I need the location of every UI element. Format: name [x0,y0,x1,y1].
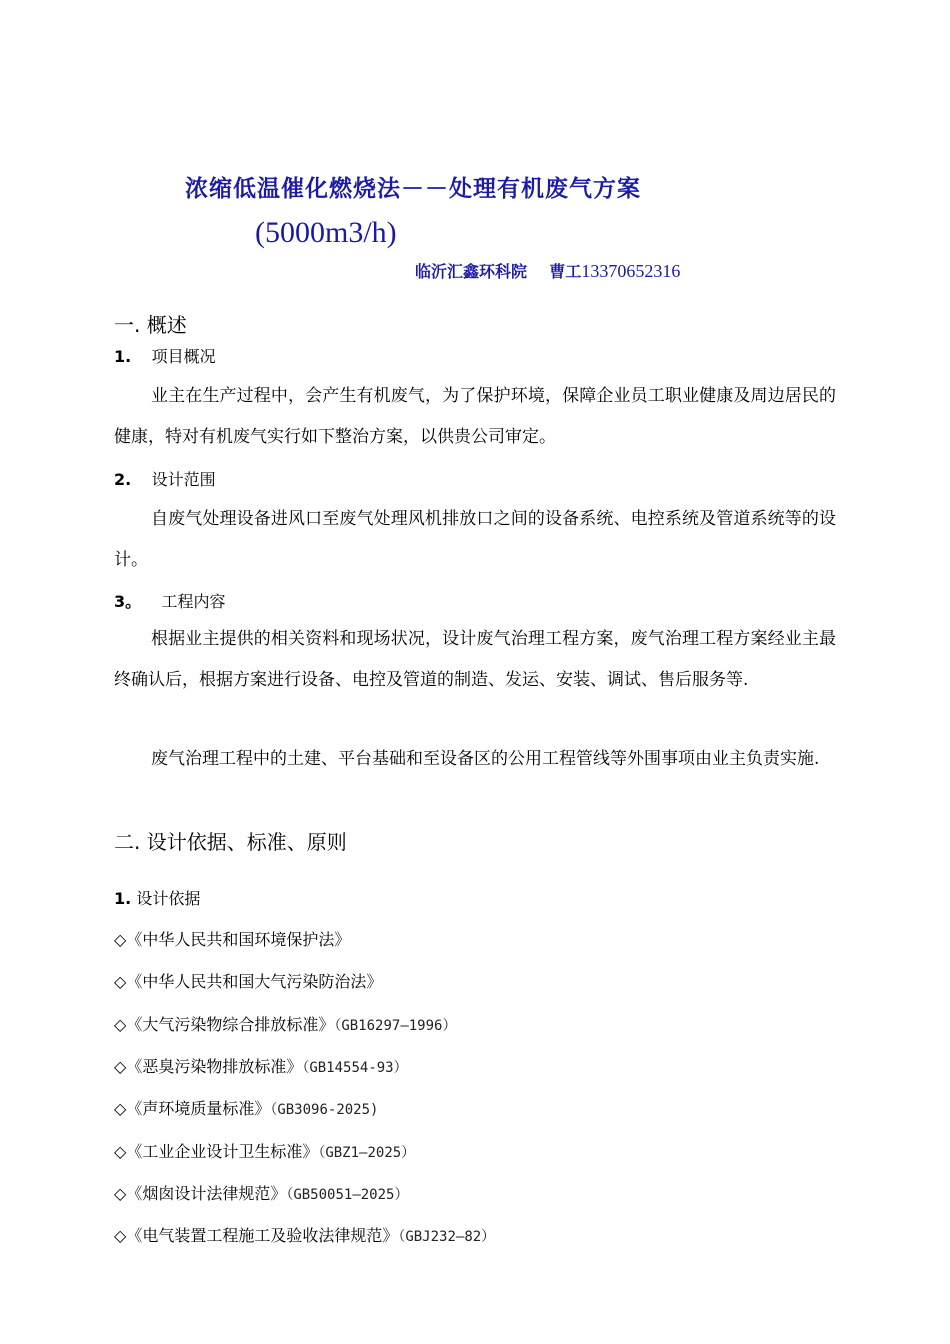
list-item [114,1139,415,1162]
diamond-bullet-icon: ◇ [114,930,127,949]
sub1-title: 项目概况 [151,347,216,366]
list-item [114,927,350,950]
author-org: 临沂汇鑫环科院 [415,262,528,281]
author-phone: 13370652316 [581,261,681,281]
sub1-number: 1. [114,347,132,366]
diamond-bullet-icon: ◇ [114,1141,127,1161]
sub3-paragraph-2: 废气治理工程中的土建、平台基础和至设备区的公用工程管线等外围事项由业主负责实施. [151,749,820,769]
standard-name: 《大气污染物综合排放标准》 [126,1014,335,1034]
list-item [114,1223,495,1246]
author-line [415,259,680,282]
section1-sub1-heading [114,344,216,367]
standard-code: （GB14554-93） [302,1059,408,1076]
standard-name: 《电气装置工程施工及验收法律规范》 [126,1226,399,1246]
standard-name: 《烟囱设计法律规范》 [126,1183,287,1203]
diamond-bullet-icon: ◇ [114,972,127,992]
standard-name: 《中华人民共和国环境保护法》 [126,930,351,949]
standard-code: （GB3096-2025) [270,1102,379,1119]
sub2-paragraph: 自废气处理设备进风口至废气处理风机排放口之间的设备系统、电控系统及管道系统等的设计。 [114,509,836,570]
diamond-bullet-icon: ◇ [114,1014,127,1034]
document-subtitle: (5000m3/h) [255,216,397,249]
sub3-number: 3。 [114,592,142,611]
standard-code: （GBJ232—82） [398,1229,496,1246]
section1-heading: 一. 概述 [114,313,187,337]
standard-name: 《声环境质量标准》 [126,1099,271,1119]
sub2-title: 设计范围 [151,470,216,489]
s2-sub1-title: 设计依据 [136,889,201,908]
document-title: 浓缩低温催化燃烧法－－处理有机废气方案 [185,176,641,202]
section2-sub1-heading [114,886,200,909]
section2-heading: 二. 设计依据、标准、原则 [114,830,347,854]
section1-sub2-heading [114,467,216,490]
standard-name: 《中华人民共和国大气污染防治法》 [126,972,383,992]
list-item [114,1096,378,1119]
list-item [114,1181,408,1204]
diamond-bullet-icon: ◇ [114,1226,127,1246]
sub3-paragraph-1: 根据业主提供的相关资料和现场状况，设计废气治理工程方案，废气治理工程方案经业主最终确认后，根据方案进行设备、电控及管道的制造、发运、安装、调试、售后服务等. [114,629,836,690]
list-item [114,969,382,992]
diamond-bullet-icon: ◇ [114,1099,127,1119]
standard-name: 《工业企业设计卫生标准》 [126,1141,319,1161]
standard-code: （GB50051—2025） [286,1186,409,1203]
diamond-bullet-icon: ◇ [114,1183,127,1203]
diamond-bullet-icon: ◇ [114,1056,127,1076]
section1-sub3-heading [114,589,226,612]
sub3-title: 工程内容 [161,592,226,611]
author-name: 曹工 [549,262,582,281]
list-item [114,1054,408,1077]
list-item [114,1012,456,1035]
sub2-number: 2. [114,470,132,489]
standard-code: （GBZ1—2025） [318,1144,416,1161]
sub1-paragraph: 业主在生产过程中，会产生有机废气，为了保护环境，保障企业员工职业健康及周边居民的健康，特对有机废气实行如下整治方案，以供贵公司审定。 [114,386,836,447]
standard-name: 《恶臭污染物排放标准》 [126,1056,303,1076]
standard-code: （GB16297—1996） [334,1017,457,1034]
s2-sub1-number: 1. [114,889,132,908]
